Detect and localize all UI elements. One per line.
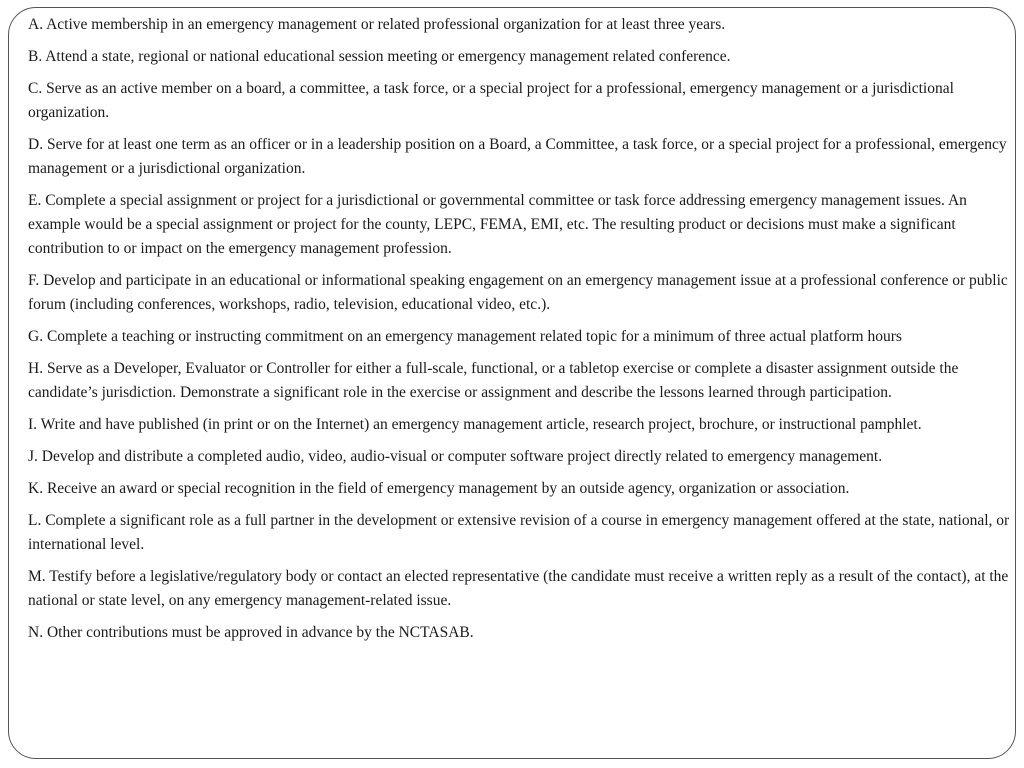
list-item-m: M. Testify before a legislative/regulatory body or contact an elected representative (the candidate must receive a written reply as a result of the contact), at the national or state level, on any emergency management-related issue. <box>28 568 1009 609</box>
list-item-e: E. Complete a special assignment or project for a jurisdictional or governmental committee or task force addressing emergency management issues. An example would be a special assignment or project for the county, LEPC, FEMA, EMI, etc. The resulting product or decisions must make a significant contribution to or impact on the emergency management profession. <box>28 192 967 257</box>
contribution-list <box>28 13 1010 653</box>
list-item-l: L. Complete a significant role as a full partner in the development or extensive revision of a course in emergency management offered at the state, national, or international level. <box>28 512 1010 553</box>
list-item-h: H. Serve as a Developer, Evaluator or Controller for either a full-scale, functional, or a tabletop exercise or complete a disaster assignment outside the candidate’s jurisdiction. Demonstrate a significant role in the exercise or assignment and describe the lessons learned through participation. <box>28 360 959 401</box>
list-item-n: N. Other contributions must be approved in advance by the NCTASAB. <box>28 624 474 641</box>
list-item-d: D. Serve for at least one term as an officer or in a leadership position on a Board, a Committee, a task force, or a special project for a professional, emergency management or a jurisdictional organization. <box>28 136 1007 177</box>
list-item-b: B. Attend a state, regional or national educational session meeting or emergency management related conference. <box>28 48 731 65</box>
list-item-i: I. Write and have published (in print or on the Internet) an emergency management article, research project, brochure, or instructional pamphlet. <box>28 416 922 433</box>
list-item-c: C. Serve as an active member on a board, a committee, a task force, or a special project for a professional, emergency management or a jurisdictional organization. <box>28 80 954 121</box>
list-item-k: K. Receive an award or special recognition in the field of emergency management by an outside agency, organization or association. <box>28 480 850 497</box>
list-item-g: G. Complete a teaching or instructing commitment on an emergency management related topic for a minimum of three actual platform hours <box>28 328 902 345</box>
list-item-f: F. Develop and participate in an educational or informational speaking engagement on an emergency management issue at a professional conference or public forum (including conferences, workshops, radio, television, educational video, etc.). <box>28 272 1008 313</box>
list-item-j: J. Develop and distribute a completed audio, video, audio-visual or computer software project directly related to emergency management. <box>28 448 883 465</box>
list-item-a: A. Active membership in an emergency management or related professional organization for at least three years. <box>28 16 726 33</box>
